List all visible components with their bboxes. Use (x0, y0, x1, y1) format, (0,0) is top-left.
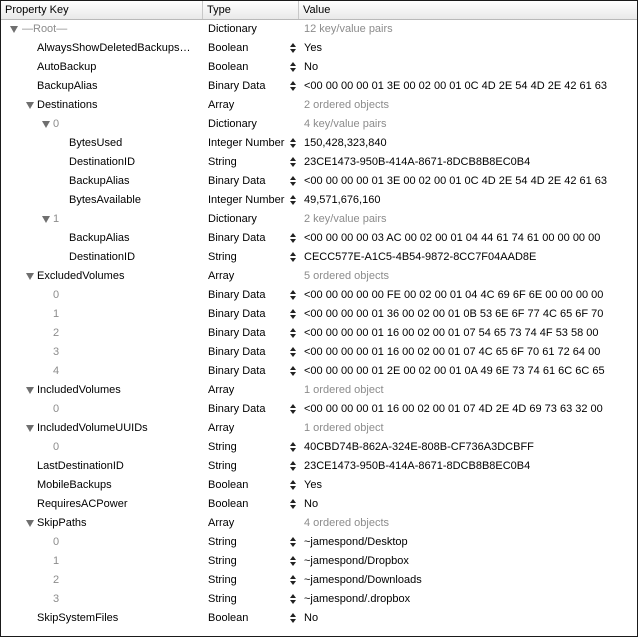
row-key: 2 (53, 574, 60, 586)
row-key: 0 (53, 536, 60, 548)
value-stepper-icon[interactable] (290, 309, 296, 320)
row-value[interactable]: ~jamespond/Dropbox (304, 555, 409, 567)
row-type[interactable]: Boolean (208, 612, 249, 624)
row-type[interactable]: Dictionary (208, 23, 257, 35)
row-value[interactable]: 40CBD74B-862A-324E-808B-CF736A3DCBFF (304, 441, 534, 453)
row-type[interactable]: Binary Data (208, 327, 266, 339)
row-key: —Root— (22, 23, 68, 35)
row-value[interactable]: <00 00 00 00 01 3E 00 02 00 01 0C 4D 2E 54 4D 2E 42 61 63 (304, 80, 608, 92)
row-type[interactable]: String (208, 156, 237, 168)
row-value[interactable]: CECC577E-A1C5-4B54-9872-8CC7F04AAD8E (304, 251, 537, 263)
table-row[interactable] (1, 590, 637, 609)
value-stepper-icon[interactable] (290, 613, 296, 624)
table-row[interactable] (1, 210, 637, 229)
row-key: IncludedVolumeUUIDs (37, 422, 148, 434)
row-type[interactable]: Boolean (208, 42, 249, 54)
row-value[interactable]: 150,428,323,840 (304, 137, 387, 149)
column-header-bar (1, 1, 637, 20)
value-stepper-icon[interactable] (290, 347, 296, 358)
table-row[interactable] (1, 58, 637, 77)
row-value[interactable]: <00 00 00 00 01 16 00 02 00 01 07 4C 65 6F 70 61 72 64 00 (304, 346, 601, 358)
row-type[interactable]: Integer Number (208, 137, 285, 149)
row-value[interactable]: <00 00 00 00 01 3E 00 02 00 01 0C 4D 2E 54 4D 2E 42 61 63 (304, 175, 608, 187)
row-key: 2 (53, 327, 60, 339)
table-row[interactable] (1, 609, 637, 628)
row-value[interactable]: No (304, 612, 319, 624)
value-stepper-icon[interactable] (290, 594, 296, 605)
value-stepper-icon[interactable] (290, 442, 296, 453)
table-row[interactable] (1, 343, 637, 362)
value-stepper-icon[interactable] (290, 176, 296, 187)
row-type[interactable]: Binary Data (208, 80, 266, 92)
table-row[interactable] (1, 248, 637, 267)
row-value[interactable]: 23CE1473-950B-414A-8671-8DCB8B8EC0B4 (304, 156, 531, 168)
row-key: 3 (53, 593, 60, 605)
row-type[interactable]: Binary Data (208, 308, 266, 320)
row-key: 3 (53, 346, 60, 358)
row-value: 1 ordered object (304, 384, 384, 396)
row-key: 0 (53, 118, 60, 130)
value-stepper-icon[interactable] (290, 366, 296, 377)
table-row[interactable] (1, 153, 637, 172)
value-stepper-icon[interactable] (290, 62, 296, 73)
row-type[interactable]: Boolean (208, 479, 249, 491)
value-stepper-icon[interactable] (290, 556, 296, 567)
row-type[interactable]: Array (208, 422, 235, 434)
row-value: 4 key/value pairs (304, 118, 387, 130)
row-type[interactable]: String (208, 460, 237, 472)
table-row[interactable] (1, 96, 637, 115)
column-header-value[interactable]: Value (303, 4, 331, 16)
row-key: 4 (53, 365, 60, 377)
value-stepper-icon[interactable] (290, 252, 296, 263)
table-row[interactable] (1, 552, 637, 571)
value-stepper-icon[interactable] (290, 461, 296, 472)
row-type[interactable]: String (208, 441, 237, 453)
value-stepper-icon[interactable] (290, 404, 296, 415)
row-key: DestinationID (69, 156, 136, 168)
row-value[interactable]: <00 00 00 00 03 AC 00 02 00 01 04 44 61 74 61 00 00 00 00 (304, 232, 601, 244)
row-key: SkipPaths (37, 517, 87, 529)
value-stepper-icon[interactable] (290, 233, 296, 244)
row-key: MobileBackups (37, 479, 112, 491)
row-key: 1 (53, 308, 60, 320)
row-type[interactable]: Boolean (208, 61, 249, 73)
row-key: 1 (53, 555, 60, 567)
row-value[interactable]: No (304, 498, 319, 510)
value-stepper-icon[interactable] (290, 575, 296, 586)
row-type[interactable]: String (208, 593, 237, 605)
row-value[interactable]: 23CE1473-950B-414A-8671-8DCB8B8EC0B4 (304, 460, 531, 472)
table-row[interactable] (1, 457, 637, 476)
row-value: 4 ordered objects (304, 517, 389, 529)
row-value: 2 ordered objects (304, 99, 389, 111)
table-row[interactable] (1, 305, 637, 324)
table-row[interactable] (1, 381, 637, 400)
table-row[interactable] (1, 362, 637, 381)
table-row[interactable] (1, 419, 637, 438)
row-key: BackupAlias (69, 175, 130, 187)
row-value[interactable]: ~jamespond/Downloads (304, 574, 422, 586)
row-key: AutoBackup (37, 61, 97, 73)
value-stepper-icon[interactable] (290, 537, 296, 548)
row-value[interactable]: Yes (304, 479, 322, 491)
value-stepper-icon[interactable] (290, 480, 296, 491)
row-key: DestinationID (69, 251, 136, 263)
row-type[interactable]: Array (208, 517, 235, 529)
table-row[interactable] (1, 115, 637, 134)
row-type[interactable]: String (208, 536, 237, 548)
row-key: 1 (53, 213, 60, 225)
row-key: 0 (53, 289, 60, 301)
row-type[interactable]: Binary Data (208, 289, 266, 301)
row-type[interactable]: Dictionary (208, 118, 257, 130)
value-stepper-icon[interactable] (290, 328, 296, 339)
row-key: Destinations (37, 99, 98, 111)
row-value[interactable]: ~jamespond/Desktop (304, 536, 408, 548)
row-type[interactable]: String (208, 555, 237, 567)
row-value: 1 ordered object (304, 422, 384, 434)
row-key: LastDestinationID (37, 460, 124, 472)
row-type[interactable]: Binary Data (208, 232, 266, 244)
row-key: SkipSystemFiles (37, 612, 119, 624)
row-type[interactable]: Array (208, 384, 235, 396)
property-list-outline (1, 20, 637, 628)
table-row[interactable] (1, 476, 637, 495)
row-value[interactable]: <00 00 00 00 01 2E 00 02 00 01 0A 49 6E 73 74 61 6C 6C 65 (304, 365, 605, 377)
table-row[interactable] (1, 77, 637, 96)
row-key: 0 (53, 403, 60, 415)
table-row[interactable] (1, 324, 637, 343)
table-row[interactable] (1, 172, 637, 191)
table-row[interactable] (1, 514, 637, 533)
table-row[interactable] (1, 191, 637, 210)
column-header-property-key[interactable]: Property Key (1, 1, 203, 19)
table-row[interactable] (1, 267, 637, 286)
row-type[interactable]: String (208, 574, 237, 586)
row-type[interactable]: Array (208, 99, 235, 111)
value-stepper-icon[interactable] (290, 138, 296, 149)
row-value[interactable]: <00 00 00 00 00 FE 00 02 00 01 04 4C 69 6F 6E 00 00 00 00 (304, 289, 604, 301)
value-stepper-icon[interactable] (290, 499, 296, 510)
row-value[interactable]: <00 00 00 00 01 16 00 02 00 01 07 54 65 73 74 4F 53 58 00 (304, 327, 599, 339)
value-stepper-icon[interactable] (290, 195, 296, 206)
table-row[interactable] (1, 438, 637, 457)
row-key: BytesUsed (69, 137, 123, 149)
row-value: 5 ordered objects (304, 270, 389, 282)
table-row[interactable] (1, 495, 637, 514)
row-value[interactable]: Yes (304, 42, 322, 54)
row-type[interactable]: Boolean (208, 498, 249, 510)
row-value[interactable]: 49,571,676,160 (304, 194, 381, 206)
row-key: ExcludedVolumes (37, 270, 125, 282)
table-row[interactable] (1, 229, 637, 248)
value-stepper-icon[interactable] (290, 43, 296, 54)
value-stepper-icon[interactable] (290, 157, 296, 168)
row-type[interactable]: Binary Data (208, 403, 266, 415)
row-value[interactable]: <00 00 00 00 01 36 00 02 00 01 0B 53 6E 6F 77 4C 65 6F 70 (304, 308, 604, 320)
table-row[interactable] (1, 533, 637, 552)
row-type[interactable]: String (208, 251, 237, 263)
row-value: 12 key/value pairs (304, 23, 393, 35)
row-value[interactable]: <00 00 00 00 01 16 00 02 00 01 07 4D 2E 4D 69 73 63 32 00 (304, 403, 603, 415)
row-key: AlwaysShowDeletedBackups… (37, 42, 191, 54)
row-key: IncludedVolumes (37, 384, 121, 396)
row-type[interactable]: Integer Number (208, 194, 285, 206)
row-value: 2 key/value pairs (304, 213, 387, 225)
row-key: BytesAvailable (69, 194, 141, 206)
row-type[interactable]: Array (208, 270, 235, 282)
value-stepper-icon[interactable] (290, 290, 296, 301)
table-row[interactable] (1, 571, 637, 590)
row-key: 0 (53, 441, 60, 453)
row-type[interactable]: Binary Data (208, 175, 266, 187)
row-type[interactable]: Dictionary (208, 213, 257, 225)
row-type[interactable]: Binary Data (208, 346, 266, 358)
value-stepper-icon[interactable] (290, 81, 296, 92)
row-value[interactable]: No (304, 61, 319, 73)
table-row[interactable] (1, 286, 637, 305)
row-value[interactable]: ~jamespond/.dropbox (304, 593, 411, 605)
row-type[interactable]: Binary Data (208, 365, 266, 377)
table-row[interactable] (1, 134, 637, 153)
table-row[interactable] (1, 400, 637, 419)
row-key: RequiresACPower (37, 498, 128, 510)
table-row[interactable] (1, 20, 637, 39)
row-key: BackupAlias (37, 80, 98, 92)
row-key: BackupAlias (69, 232, 130, 244)
table-row[interactable] (1, 39, 637, 58)
column-header-type[interactable]: Type (203, 1, 299, 19)
